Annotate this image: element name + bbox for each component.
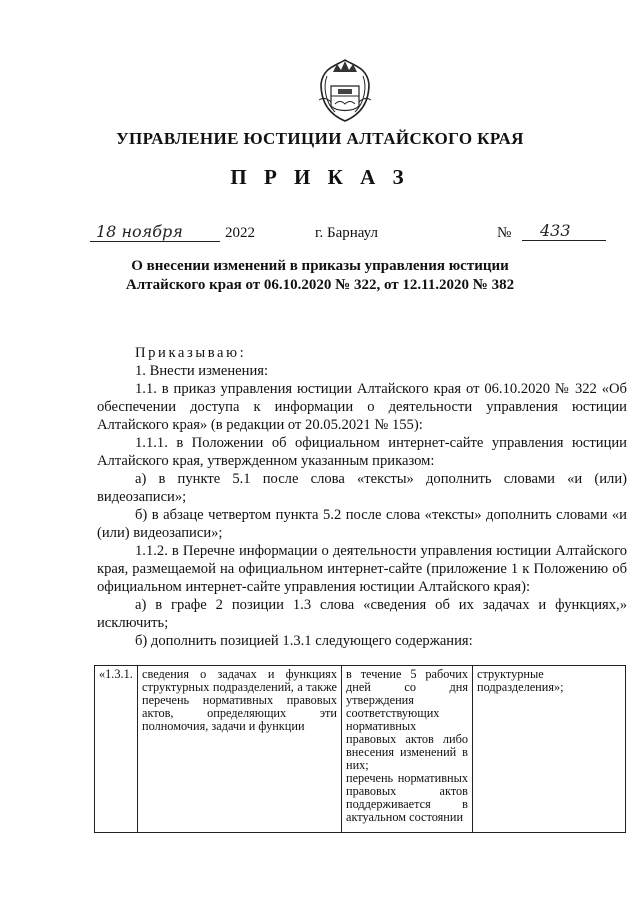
- organization-name: УПРАВЛЕНИЕ ЮСТИЦИИ АЛТАЙСКОГО КРАЯ: [116, 129, 524, 148]
- paragraph-a-2: а) в графе 2 позиции 1.3 слова «сведения об их задачах и функциях,» исключить;: [97, 597, 627, 631]
- date-underline: [90, 241, 220, 242]
- paragraph-1-1: 1.1. в приказ управления юстиции Алтайского края от 06.10.2020 № 322 «Об обеспечении доступа к информации о деятельности управления юстиции Алтайского края» (в редакции от 20.05.2021 № 155):: [97, 381, 627, 433]
- altai-coat-of-arms-icon: [313, 56, 377, 124]
- subject-line-2: Алтайского края от 06.10.2020 № 322, от 12.11.2020 № 382: [125, 277, 515, 293]
- table-row: [95, 666, 626, 833]
- paragraph-1-1-1: 1.1.1. в Положении об официальном интернет-сайте управления юстиции Алтайского края, утвержденном указанным приказом:: [97, 435, 627, 469]
- year: 2022: [225, 225, 255, 241]
- document-body: [97, 344, 627, 650]
- deadline-text: в течение 5 рабочих дней со дня утверждения соответствующих нормативных правовых актов либо внесения изменений в них;: [346, 667, 468, 772]
- paragraph-1-1-2: 1.1.2. в Перечне информации о деятельности управления юстиции Алтайского края, размещаемой на официальном интернет-сайте (приложение 1 к Положению об официальном интернет-сайте управления юстиции Алтайского края):: [97, 543, 627, 595]
- subject-line-1: О внесении изменений в приказы управления юстиции: [131, 258, 509, 274]
- number-underline: [522, 240, 606, 241]
- paragraph-b-1: б) в абзаце четвертом пункта 5.2 после слова «тексты» дополнить словами «и (или) видеозаписи»;: [97, 507, 627, 541]
- date-handwritten: 18 ноября: [96, 222, 183, 241]
- paragraph-b-2: б) дополнить позицией 1.3.1 следующего содержания:: [135, 633, 473, 649]
- document-subject: [90, 257, 550, 295]
- cell-information: сведения о задачах и функциях структурных подразделений, а также перечень нормативных правовых актов, определяющих эти полномочия, задачи и функции: [138, 666, 342, 833]
- document-title: П Р И К А З: [230, 165, 410, 189]
- deadline-note: перечень нормативных правовых актов поддерживается в актуальном состоянии: [346, 771, 468, 824]
- cell-deadline: [342, 666, 473, 833]
- cell-number: «1.3.1.: [95, 666, 138, 833]
- city: г. Барнаул: [315, 225, 378, 241]
- number-handwritten: 433: [540, 221, 571, 240]
- position-table: [94, 665, 626, 833]
- order-word: Приказываю:: [135, 345, 247, 361]
- number-sign: №: [497, 225, 512, 241]
- cell-responsible: структурные подразделения»;: [473, 666, 626, 833]
- paragraph-1: 1. Внести изменения:: [135, 363, 269, 379]
- paragraph-a-1: а) в пункте 5.1 после слова «тексты» дополнить словами «и (или) видеозаписи»;: [97, 471, 627, 505]
